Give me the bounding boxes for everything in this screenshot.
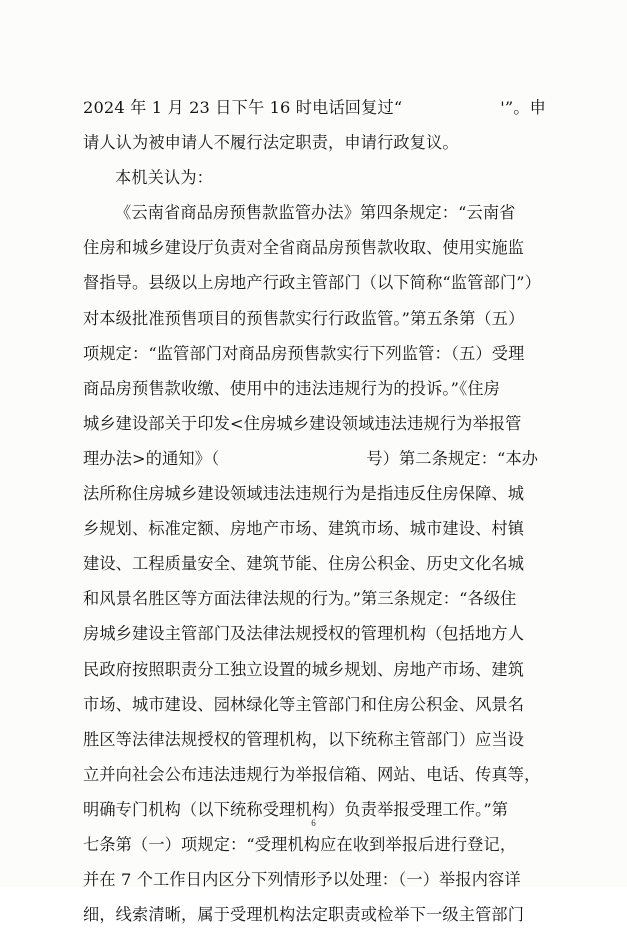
text-line: 督指导。县级以上房地产行政主管部门（以下简称“监管部门”） xyxy=(83,273,541,293)
text-line: 市场、城市建设、园林绿化等主管部门和住房公积金、风景名 xyxy=(83,694,525,714)
text-line: 明确专门机构（以下统称受理机构）负责举报受理工作。”第 xyxy=(83,799,509,819)
text-line: 细，线索清晰，属于受理机构法定职责或检举下一级主管部门 xyxy=(83,905,525,925)
text-line: 本机关认为： xyxy=(115,168,214,188)
page-number: 6 xyxy=(311,818,316,828)
text-line: 理办法>的通知》（ 号）第二条规定：“本办 xyxy=(83,448,539,468)
text-line: 乡规划、标准定额、房地产市场、建筑市场、城市建设、村镇 xyxy=(83,519,525,539)
document-body xyxy=(83,90,549,932)
text-line: 和风景名胜区等方面法律法规的行为。”第三条规定：“各级住 xyxy=(83,589,517,609)
text-line: 住房和城乡建设厅负责对全省商品房预售款收取、使用实施监 xyxy=(83,238,525,258)
text-line: 2024 年 1 月 23 日下午 16 时电话回复过“ '”。申 xyxy=(83,98,546,117)
text-line: 城乡建设部关于印发<住房城乡建设领域违法违规行为举报管 xyxy=(83,413,522,433)
text-line: 《云南省商品房预售款监管办法》第四条规定：“云南省 xyxy=(115,203,516,223)
text-line: 胜区等法律法规授权的管理机构，以下统称主管部门）应当设 xyxy=(83,729,525,749)
text-line: 建设、工程质量安全、建筑节能、住房公积金、历史文化名城 xyxy=(83,554,525,574)
text-line: 对本级批准预售项目的预售款实行行政监管。”第五条第（五） xyxy=(83,308,525,328)
text-line: 立并向社会公布违法违规行为举报信箱、网站、电话、传真等， xyxy=(83,764,541,784)
text-line: 七条第（一）项规定：“受理机构应在收到举报后进行登记， xyxy=(83,834,517,854)
text-line: 法所称住房城乡建设领域违法违规行为是指违反住房保障、城 xyxy=(83,484,525,504)
text-line: 请人认为被申请人不履行法定职责，申请行政复议。 xyxy=(83,133,459,153)
text-line: 并在 7 个工作日内区分下列情形予以处理：（一）举报内容详 xyxy=(83,870,521,890)
text-line: 民政府按照职责分工独立设置的城乡规划、房地产市场、建筑 xyxy=(83,659,525,679)
text-line: 房城乡建设主管部门及法律法规授权的管理机构（包括地方人 xyxy=(83,624,525,644)
text-line: 商品房预售款收缴、使用中的违法违规行为的投诉。”《住房 xyxy=(83,378,500,398)
text-line: 项规定：“监管部门对商品房预售款实行下列监管：（五）受理 xyxy=(83,343,525,363)
